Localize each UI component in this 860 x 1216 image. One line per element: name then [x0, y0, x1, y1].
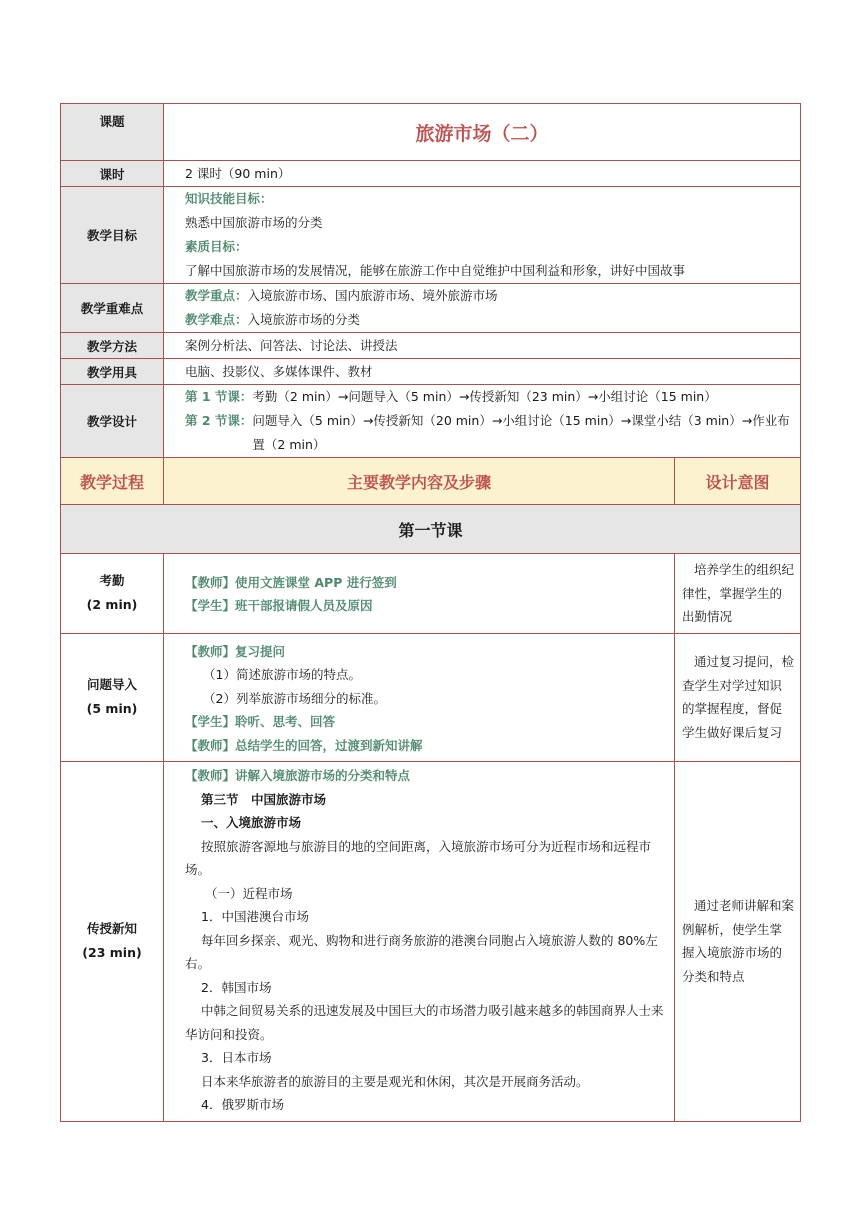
teaching-line3: 一、入境旅游市场 [201, 815, 302, 830]
teaching-line9: 中韩之间贸易关系的迅速发展及中国巨大的市场潜力吸引越来越多的韩国商界人士来华访问和投资。 [185, 1003, 664, 1042]
teaching-line10: 3．日本市场 [201, 1050, 272, 1065]
knowledge-text: 熟悉中国旅游市场的分类 [185, 215, 323, 230]
tools-row [61, 359, 801, 385]
lesson2-text: 问题导入（5 min）→传授新知（20 min）→小组讨论（15 min）→课堂小结（3 min）→作业布置（2 min） [252, 413, 790, 452]
teaching-line8: 2．韩国市场 [201, 979, 272, 995]
attendance-intent [675, 554, 801, 634]
tools-value: 电脑、投影仪、多媒体课件、教材 [164, 359, 801, 385]
intro-line1: 【教师】复习提问 [185, 643, 286, 659]
process-col-content: 主要教学内容及步骤 [164, 458, 675, 505]
attendance-name: 考勤 [99, 573, 125, 589]
lesson2-line [185, 409, 792, 457]
process-col-intent: 设计意图 [675, 458, 801, 505]
intro-name: 问题导入 [86, 677, 137, 693]
process-col-stage: 教学过程 [61, 458, 164, 505]
teaching-line6: 1．中国港澳台市场 [201, 909, 309, 924]
teaching-intent [675, 762, 801, 1122]
intro-stage [61, 633, 164, 762]
quality-title: 素质目标： [185, 239, 248, 254]
topic-label: 课题 [61, 104, 164, 161]
teaching-time: (23 min) [82, 945, 142, 961]
teaching-line7: 每年回乡探亲、观光、购物和进行商务旅游的港澳台同胞占入境旅游人数的 80%左右。 [185, 932, 658, 971]
process-header-row [61, 458, 801, 505]
teaching-name: 传授新知 [86, 921, 137, 937]
objectives-cell [164, 187, 801, 284]
lesson-plan-table-wrapper [60, 103, 800, 1122]
hours-row [61, 161, 801, 187]
intro-line5: 【教师】总结学生的回答，过渡到新知讲解 [185, 737, 423, 753]
methods-value: 案例分析法、问答法、讨论法、讲授法 [164, 333, 801, 359]
knowledge-title: 知识技能目标： [185, 191, 273, 206]
intro-line2: （1）简述旅游市场的特点。 [203, 667, 361, 682]
teaching-line1: 【教师】讲解入境旅游市场的分类和特点 [185, 768, 411, 783]
difficulty-line [185, 308, 800, 332]
teaching-intent-text: 通过老师讲解和案例解析，使学生掌握入境旅游市场的分类和特点 [682, 898, 795, 984]
teaching-row [61, 762, 801, 1122]
intro-content [164, 633, 675, 762]
intro-intent [675, 633, 801, 762]
design-cell [164, 385, 801, 458]
objectives-label: 教学目标 [61, 187, 164, 284]
intro-intent-text: 通过复习提问，检查学生对学过知识的掌握程度，督促学生做好课后复习 [682, 654, 795, 740]
hours-label: 课时 [61, 161, 164, 187]
teaching-stage [61, 762, 164, 1122]
lesson2-title: 第 2 节课： [185, 413, 253, 428]
attendance-row [61, 554, 801, 634]
intro-time: (5 min) [86, 701, 138, 717]
intro-line4: 【学生】聆听、思考、回答 [185, 714, 336, 729]
teaching-line12: 4．俄罗斯市场 [201, 1097, 284, 1112]
attendance-content [164, 554, 675, 634]
attendance-intent-text: 培养学生的组织纪律性，掌握学生的出勤情况 [682, 562, 795, 624]
intro-row [61, 633, 801, 762]
design-row [61, 385, 801, 458]
hours-value: 2 课时（90 min） [164, 161, 801, 187]
teaching-line2: 第三节 中国旅游市场 [201, 791, 327, 807]
quality-text: 了解中国旅游市场的发展情况，能够在旅游工作中自觉维护中国利益和形象，讲好中国故事 [185, 263, 686, 278]
teaching-line4: 按照旅游客源地与旅游目的地的空间距离，入境旅游市场可分为近程市场和远程市场。 [185, 838, 652, 877]
attendance-time: (2 min) [86, 597, 138, 613]
keypoints-cell [164, 284, 801, 333]
tools-label: 教学用具 [61, 359, 164, 385]
keypoints-label: 教学重难点 [61, 284, 164, 333]
section-row [61, 505, 801, 554]
lesson-plan-table [60, 103, 801, 1122]
focus-title: 教学重点： [185, 288, 248, 303]
lesson1-text: 考勤（2 min）→问题导入（5 min）→传授新知（23 min）→小组讨论（15 min） [252, 389, 717, 404]
section-title: 第一节课 [61, 505, 801, 554]
design-label: 教学设计 [61, 385, 164, 458]
lesson1-title: 第 1 节课： [185, 389, 253, 404]
teaching-line5: （一）近程市场 [205, 885, 293, 901]
attendance-line2: 【学生】班干部报请假人员及原因 [185, 598, 373, 614]
methods-label: 教学方法 [61, 333, 164, 359]
focus-text: 入境旅游市场、国内旅游市场、境外旅游市场 [247, 288, 498, 303]
keypoints-row [61, 284, 801, 333]
teaching-line11: 日本来华旅游者的旅游目的主要是观光和休闲，其次是开展商务活动。 [201, 1073, 589, 1089]
topic-row [61, 104, 801, 161]
teaching-content [164, 762, 675, 1122]
attendance-line1: 【教师】使用文旌课堂 APP 进行签到 [185, 574, 397, 590]
methods-row [61, 333, 801, 359]
attendance-stage [61, 554, 164, 634]
difficulty-title: 教学难点： [185, 312, 248, 327]
difficulty-text: 入境旅游市场的分类 [247, 312, 361, 327]
objectives-row [61, 187, 801, 284]
intro-line3: （2）列举旅游市场细分的标准。 [203, 690, 386, 706]
lesson1-line [185, 385, 792, 409]
page-title: 旅游市场（二） [164, 104, 801, 161]
focus-line [185, 284, 800, 308]
